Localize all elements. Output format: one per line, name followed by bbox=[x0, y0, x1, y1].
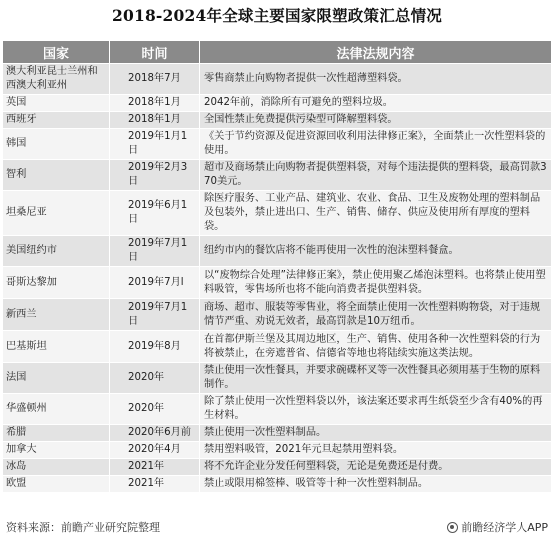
content-cell: 超市及商场禁止向购物者提供塑料袋，对每个违法提供的塑料袋，最高罚款370美元。 bbox=[200, 160, 552, 191]
date-cell: 2018年1月 bbox=[110, 95, 200, 112]
table-row bbox=[3, 363, 552, 394]
date-cell: 2018年7月 bbox=[110, 64, 200, 95]
country-cell: 新西兰 bbox=[3, 299, 110, 331]
brand-label: 前瞻经济学人APP bbox=[461, 521, 548, 534]
source-note: 资料来源：前瞻产业研究院整理 bbox=[6, 521, 160, 534]
date-cell: 2021年 bbox=[110, 459, 200, 476]
date-cell: 2020年6月前 bbox=[110, 425, 200, 442]
country-cell: 澳大利亚昆士兰州和西澳大利亚州 bbox=[3, 64, 110, 95]
country-cell: 韩国 bbox=[3, 129, 110, 160]
country-cell: 加拿大 bbox=[3, 442, 110, 459]
date-cell: 2019年7月1日 bbox=[110, 236, 200, 267]
content-cell: 禁止或限用棉签棒、吸管等十种一次性塑料制品。 bbox=[200, 476, 552, 493]
date-cell: 2019年8月 bbox=[110, 331, 200, 363]
country-cell: 哥斯达黎加 bbox=[3, 267, 110, 299]
date-cell: 2019年7月l bbox=[110, 267, 200, 299]
country-cell: 巴基斯坦 bbox=[3, 331, 110, 363]
country-cell: 智利 bbox=[3, 160, 110, 191]
header-country: 国家 bbox=[3, 41, 110, 64]
country-cell: 华盛顿州 bbox=[3, 394, 110, 425]
content-cell: 《关于节约资源及促进资源回收利用法律修正案》，全面禁止一次性塑料袋的使用。 bbox=[200, 129, 552, 160]
content-cell: 禁止使用一次性餐具，并要求碗碟杯叉等一次性餐具必须用基于生物的原料制作。 bbox=[200, 363, 552, 394]
content-cell: 零售商禁止向购物者提供一次性超薄塑料袋。 bbox=[200, 64, 552, 95]
table-row bbox=[3, 191, 552, 236]
country-cell: 坦桑尼亚 bbox=[3, 191, 110, 236]
brand-credit bbox=[447, 519, 548, 535]
table-row bbox=[3, 267, 552, 299]
date-cell: 2019年6月1日 bbox=[110, 191, 200, 236]
country-cell: 英国 bbox=[3, 95, 110, 112]
qianzhan-logo-icon bbox=[447, 522, 458, 533]
header-content: 法律法规内容 bbox=[200, 41, 552, 64]
country-cell: 西班牙 bbox=[3, 112, 110, 129]
date-cell: 2019年7月1日 bbox=[110, 299, 200, 331]
page-title: 2018-2024年全球主要国家限塑政策汇总情况 bbox=[111, 6, 442, 25]
content-cell: 除了禁止使用一次性塑料袋以外，该法案还要求再生纸袋至少含有40%的再生材料。 bbox=[200, 394, 552, 425]
date-cell: 2019年1月1日 bbox=[110, 129, 200, 160]
country-cell: 美国纽约市 bbox=[3, 236, 110, 267]
table-row bbox=[3, 459, 552, 476]
content-cell: 在首都伊斯兰堡及其周边地区，生产、销售、使用各种一次性塑料袋的行为将被禁止，在旁遮普省、信德省等地也将陆续实施这类法规。 bbox=[200, 331, 552, 363]
table-row bbox=[3, 476, 552, 493]
content-cell: 2042年前，消除所有可避免的塑料垃圾。 bbox=[200, 95, 552, 112]
content-cell: 商场、超市、服装等零售业，将全面禁止使用一次性塑料购物袋，对于违规情节严重、劝说无效者，最高罚款是10万纽币。 bbox=[200, 299, 552, 331]
content-cell: 将不允许企业分发任何塑料袋，无论是免费还是付费。 bbox=[200, 459, 552, 476]
table-row bbox=[3, 299, 552, 331]
table-row bbox=[3, 112, 552, 129]
table-row bbox=[3, 64, 552, 95]
date-cell: 2020年 bbox=[110, 363, 200, 394]
country-cell: 冰岛 bbox=[3, 459, 110, 476]
content-cell: 禁止使用一次性塑料制品。 bbox=[200, 425, 552, 442]
policy-table bbox=[2, 40, 552, 493]
table-row bbox=[3, 160, 552, 191]
date-cell: 2021年 bbox=[110, 476, 200, 493]
table-row bbox=[3, 394, 552, 425]
date-cell: 2020年 bbox=[110, 394, 200, 425]
content-cell: 全国性禁止免费提供污染型可降解塑料袋。 bbox=[200, 112, 552, 129]
table-header-row bbox=[3, 41, 552, 64]
table-row bbox=[3, 95, 552, 112]
date-cell: 2020年4月 bbox=[110, 442, 200, 459]
date-cell: 2018年1月 bbox=[110, 112, 200, 129]
table-row bbox=[3, 442, 552, 459]
table-row bbox=[3, 331, 552, 363]
country-cell: 欧盟 bbox=[3, 476, 110, 493]
table-row bbox=[3, 129, 552, 160]
country-cell: 法国 bbox=[3, 363, 110, 394]
content-cell: 禁用塑料吸管，2021年元旦起禁用塑料袋。 bbox=[200, 442, 552, 459]
table-row bbox=[3, 236, 552, 267]
country-cell: 希腊 bbox=[3, 425, 110, 442]
header-date: 时间 bbox=[110, 41, 200, 64]
content-cell: 除医疗服务、工业产品、建筑业、农业、食品、卫生及废物处理的塑料制品及包装外，禁止进出口、生产、销售、储存、供应及使用所有厚度的塑料袋。 bbox=[200, 191, 552, 236]
date-cell: 2019年2月3日 bbox=[110, 160, 200, 191]
table-row bbox=[3, 425, 552, 442]
content-cell: 以“废物综合处理”法律修正案》，禁止使用聚乙烯泡沫塑料。也将禁止使用塑料吸管，零售场所也将不能向消费者提供塑料袋。 bbox=[200, 267, 552, 299]
content-cell: 纽约市内的餐饮店将不能再使用一次性的泡沫塑料餐盒。 bbox=[200, 236, 552, 267]
